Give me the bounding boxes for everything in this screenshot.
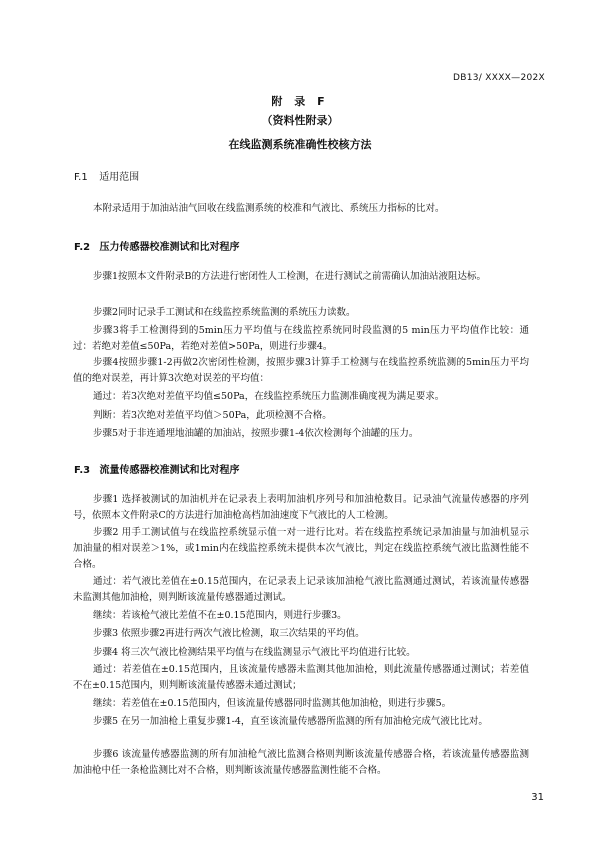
paragraph: 通过：若3次绝对差值平均值≤50Pa，在线监控系统压力监测准确度视为满足要求。 [93,391,445,402]
paragraph: 步骤2 用手工测试值与在线监控系统显示值一对一进行比对。若在线监控系统记录加油量与加油机显示加油量的相对误差＞1%，或1min内在线监控系统未提供本次气液比，判定在线监控系统气液比监测性能不合格。 [73,527,529,570]
paragraph: 步骤3 依照步骤2再进行两次气液比检测，取三次结果的平均值。 [93,628,365,639]
appendix-title: 附 录 F [271,95,329,108]
document-code: DB13/ XXXX—202X [453,73,545,83]
section-number: F.1 [74,172,88,183]
appendix-main-title: 在线监测系统准确性校核方法 [228,138,372,151]
paragraph: 步骤6 该流量传感器监测的所有加油枪气液比监测合格则判断该流量传感器合格，若该流量传感器监测加油枪中任一条枪监测比对不合格，则判断该流量传感器监测性能不合格。 [73,749,529,776]
page-number: 31 [531,792,544,803]
paragraph: 通过：若气液比差值在±0.15范围内，在记录表上记录该加油枪气液比监测通过测试，若该流量传感器未监测其他加油枪，则判断该流量传感器通过测试。 [73,576,529,603]
paragraph: 步骤5对于非连通埋地油罐的加油站，按照步骤1-4依次检测每个油罐的压力。 [93,428,419,439]
section-title: 流量传感器校准测试和比对程序 [99,465,240,476]
section-heading-f2 [74,238,239,253]
paragraph: 通过：若差值在±0.15范围内，且该流量传感器未监测其他加油枪，则此流量传感器通过测试；若差值不在±0.15范围内，则判断该流量传感器未通过测试； [73,664,529,691]
paragraph: 步骤5 在另一加油枪上重复步骤1-4，直至该流量传感器所监测的所有加油枪完成气液比比对。 [93,716,488,727]
paragraph: 本附录适用于加油站油气回收在线监测系统的校准和气液比、系统压力指标的比对。 [93,203,445,214]
section-title: 压力传感器校准测试和比对程序 [99,242,240,253]
section-number: F.2 [74,242,91,253]
section-heading-f3 [74,461,239,476]
section-number: F.3 [74,465,91,476]
paragraph: 判断：若3次绝对差值平均值＞50Pa，此项检测不合格。 [93,410,332,421]
paragraph: 步骤1按照本文件附录B的方法进行密闭性人工检测，在进行测试之前需确认加油站液阻达标。 [93,271,487,282]
appendix-nature: （资料性附录） [261,114,339,127]
paragraph: 步骤2同时记录手工测试和在线监控系统监测的系统压力读数。 [93,307,356,318]
paragraph: 步骤4 将三次气液比检测结果平均值与在线监测显示气液比平均值进行比较。 [93,647,416,658]
paragraph: 步骤4按照步骤1-2再做2次密闭性检测，按照步骤3计算手工检测与在线监控系统监测的5min压力平均值的绝对误差，再计算3次绝对误差的平均值： [73,357,529,384]
section-title: 适用范围 [99,172,140,183]
paragraph: 步骤3将手工检测得到的5min压力平均值与在线监控系统同时段监测的5 min压力平均值作比较：通过：若绝对差值≤50Pa，若绝对差值>50Pa，则进行步骤4。 [73,325,529,352]
paragraph: 继续：若该枪气液比差值不在±0.15范围内，则进行步骤3。 [93,610,347,621]
paragraph: 步骤1 选择被测试的加油机并在记录表上表明加油机序列号和加油枪数目。记录油气流量传感器的序列号，依照本文件附录C的方法进行加油枪高档加油速度下气液比的人工检测。 [73,494,529,521]
paragraph: 继续：若差值在±0.15范围内，但该流量传感器同时监测其他加油枪，则进行步骤5。 [93,698,452,709]
section-heading-f1 [74,168,139,183]
